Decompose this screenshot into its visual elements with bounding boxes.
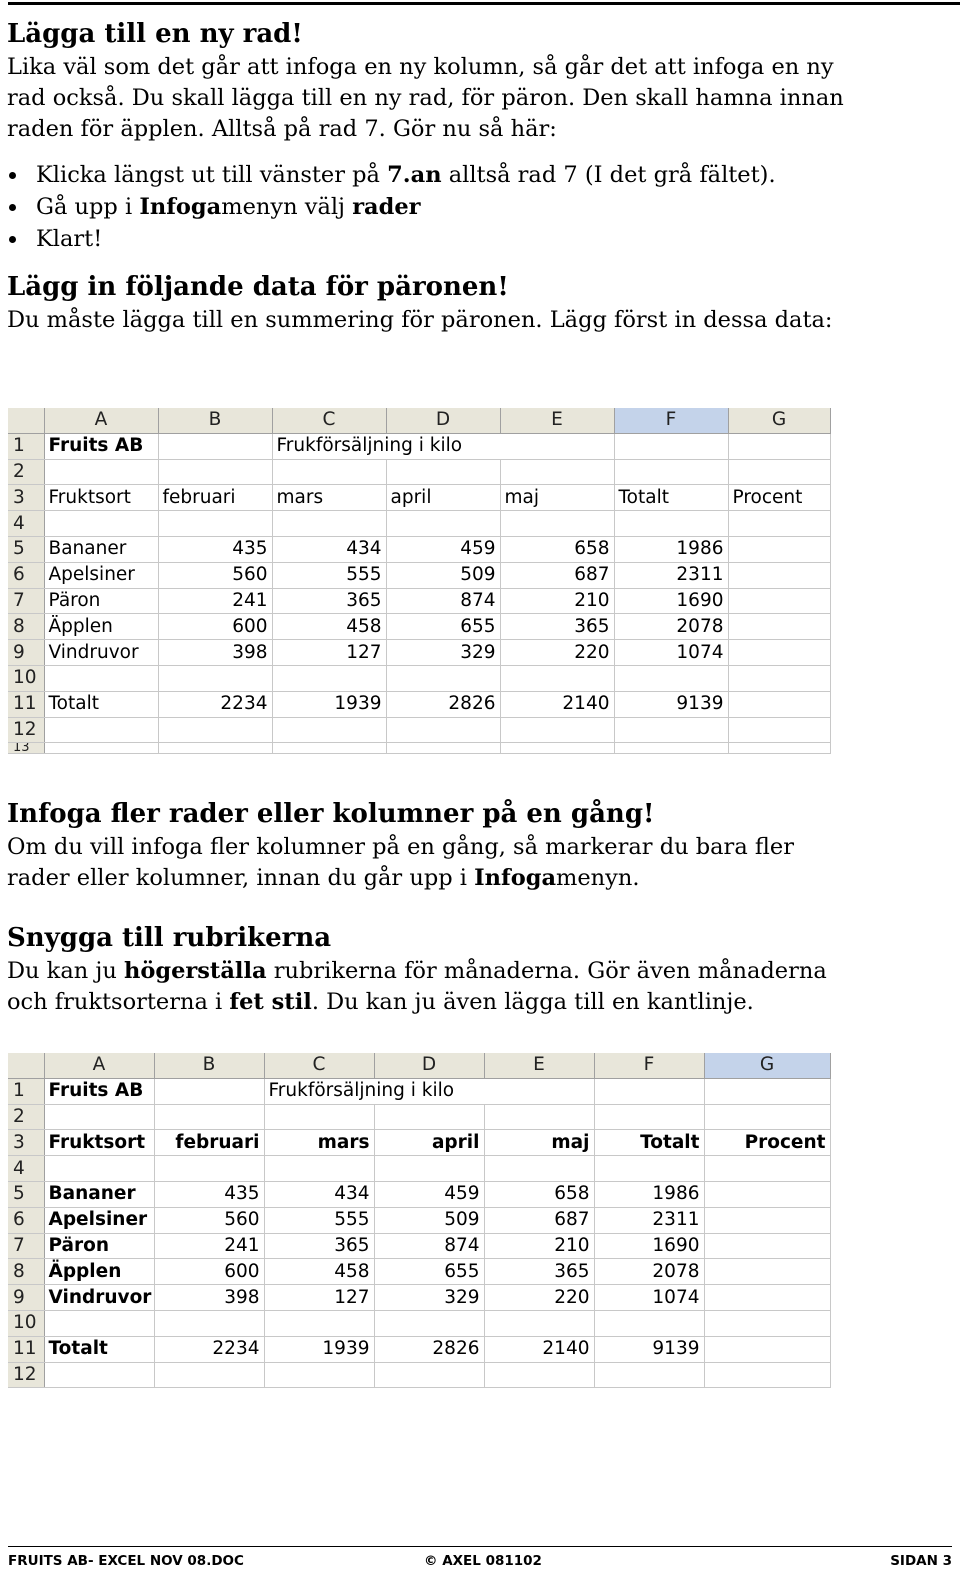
paragraph-line: raden för äpplen. Alltså på rad 7. Gör nu så här: — [7, 116, 557, 142]
cell-value[interactable]: 241 — [158, 588, 272, 614]
row-header-13[interactable]: 13 — [8, 743, 44, 754]
paragraph-line: rad också. Du skall lägga till en ny rad, för päron. Den skall hamna innan — [7, 85, 844, 111]
cell-value[interactable]: 2078 — [614, 614, 728, 640]
heading-add-row: Lägga till en ny rad! — [7, 19, 303, 49]
cell-fruit[interactable]: Äpplen — [44, 1259, 154, 1285]
cell-header[interactable]: Fruktsort — [44, 485, 158, 511]
row-header-2[interactable]: 2 — [8, 459, 44, 485]
cell-value[interactable]: 329 — [386, 640, 500, 666]
spreadsheet-plain — [8, 408, 831, 754]
row-header-12[interactable]: 12 — [8, 717, 44, 743]
cell-total[interactable]: 2234 — [154, 1336, 264, 1362]
cell-value[interactable]: 210 — [500, 588, 614, 614]
cell-fruit[interactable]: Bananer — [44, 1181, 154, 1207]
cell-value[interactable]: 2311 — [614, 562, 728, 588]
cell-value[interactable]: 2311 — [594, 1207, 704, 1233]
column-header-c[interactable]: C — [264, 1053, 374, 1078]
cell-total-label[interactable]: Totalt — [44, 1336, 154, 1362]
row-header-6[interactable]: 6 — [8, 1207, 44, 1233]
cell-subtitle[interactable]: Frukförsäljning i kilo — [272, 433, 614, 459]
row-header-7[interactable]: 7 — [8, 1233, 44, 1259]
cell-value[interactable]: 509 — [386, 562, 500, 588]
cell-header[interactable]: Fruktsort — [44, 1130, 154, 1156]
footer-copyright: © AXEL 081102 — [424, 1553, 542, 1569]
cell-total[interactable]: 1939 — [272, 691, 386, 717]
cell-header[interactable]: maj — [484, 1130, 594, 1156]
footer-filename: FRUITS AB- EXCEL NOV 08.DOC — [8, 1553, 244, 1569]
cell-value[interactable]: 874 — [386, 588, 500, 614]
cell-value[interactable]: 459 — [386, 536, 500, 562]
cell-header[interactable]: mars — [264, 1130, 374, 1156]
paragraph-line: och fruktsorterna i fet stil. Du kan ju även lägga till en kantlinje. — [7, 989, 754, 1015]
paragraph-line: rader eller kolumner, innan du går upp i Infogamenyn. — [7, 865, 640, 891]
spreadsheet-formatted — [8, 1053, 831, 1388]
row-header-8[interactable]: 8 — [8, 614, 44, 640]
cell-value[interactable]: 458 — [272, 614, 386, 640]
row-header-9[interactable]: 9 — [8, 1285, 44, 1311]
cell-value[interactable]: 398 — [154, 1285, 264, 1311]
cell-value[interactable]: 127 — [272, 640, 386, 666]
cell-value[interactable]: 1074 — [594, 1285, 704, 1311]
row-header-6[interactable]: 6 — [8, 562, 44, 588]
column-header-c[interactable]: C — [272, 408, 386, 433]
row-header-3[interactable]: 3 — [8, 485, 44, 511]
row-header-4[interactable]: 4 — [8, 511, 44, 537]
cell-value[interactable]: 560 — [158, 562, 272, 588]
cell-value[interactable]: 220 — [484, 1285, 594, 1311]
document-body-2 — [7, 796, 952, 1018]
instruction-item: Gå upp i Infogamenyn välj rader — [7, 191, 952, 223]
cell-value[interactable]: 241 — [154, 1233, 264, 1259]
cell-company[interactable]: Fruits AB — [44, 1078, 154, 1104]
cell-header[interactable]: februari — [154, 1130, 264, 1156]
column-header-d[interactable]: D — [374, 1053, 484, 1078]
sheet-corner[interactable] — [8, 408, 44, 433]
cell-value[interactable]: 655 — [386, 614, 500, 640]
cell-value[interactable]: 509 — [374, 1207, 484, 1233]
row-header-11[interactable]: 11 — [8, 1336, 44, 1362]
row-header-9[interactable]: 9 — [8, 640, 44, 666]
cell-value[interactable]: 210 — [484, 1233, 594, 1259]
cell-value[interactable]: 434 — [272, 536, 386, 562]
row-header-12[interactable]: 12 — [8, 1362, 44, 1388]
cell-value[interactable]: 220 — [500, 640, 614, 666]
cell-total[interactable]: 2140 — [484, 1336, 594, 1362]
cell-fruit[interactable]: Vindruvor — [44, 1285, 154, 1311]
instruction-item: Klicka längst ut till vänster på 7.an alltså rad 7 (I det grå fältet). — [7, 159, 952, 191]
row-header-10[interactable]: 10 — [8, 665, 44, 691]
row-header-1[interactable]: 1 — [8, 1078, 44, 1104]
cell-value[interactable]: 687 — [500, 562, 614, 588]
cell-total[interactable]: 2140 — [500, 691, 614, 717]
cell-value[interactable]: 555 — [272, 562, 386, 588]
cell-value[interactable]: 555 — [264, 1207, 374, 1233]
column-header-f[interactable]: F — [614, 408, 728, 433]
cell-header[interactable]: april — [374, 1130, 484, 1156]
cell-value[interactable]: 687 — [484, 1207, 594, 1233]
cell-value[interactable]: 434 — [264, 1181, 374, 1207]
row-header-8[interactable]: 8 — [8, 1259, 44, 1285]
cell-value[interactable]: 600 — [154, 1259, 264, 1285]
column-header-e[interactable]: E — [484, 1053, 594, 1078]
cell-value[interactable]: 1986 — [614, 536, 728, 562]
paragraph-line: Du kan ju högerställa rubrikerna för månaderna. Gör även månaderna — [7, 958, 827, 984]
row-header-2[interactable]: 2 — [8, 1104, 44, 1130]
column-header-b[interactable]: B — [154, 1053, 264, 1078]
page-footer — [8, 1546, 952, 1569]
paragraph-line: Om du vill infoga fler kolumner på en gång, så markerar du bara fler — [7, 834, 794, 860]
row-header-3[interactable]: 3 — [8, 1130, 44, 1156]
cell-fruit[interactable]: Bananer — [44, 536, 158, 562]
column-header-g[interactable]: G — [728, 408, 830, 433]
cell-value[interactable]: 435 — [158, 536, 272, 562]
cell-total[interactable]: 9139 — [614, 691, 728, 717]
cell-value[interactable]: 458 — [264, 1259, 374, 1285]
column-header-d[interactable]: D — [386, 408, 500, 433]
cell-value[interactable]: 365 — [500, 614, 614, 640]
cell-header[interactable]: Totalt — [614, 485, 728, 511]
cell-company[interactable]: Fruits AB — [44, 433, 158, 459]
column-header-f[interactable]: F — [594, 1053, 704, 1078]
top-rule — [8, 2, 960, 5]
footer-page-number: SIDAN 3 — [890, 1553, 952, 1569]
column-header-e[interactable]: E — [500, 408, 614, 433]
cell-fruit[interactable]: Äpplen — [44, 614, 158, 640]
cell-value[interactable]: 655 — [374, 1259, 484, 1285]
heading-insert-multiple: Infoga fler rader eller kolumner på en gång! — [7, 799, 655, 829]
cell-total[interactable]: 1939 — [264, 1336, 374, 1362]
cell-value[interactable]: 1690 — [614, 588, 728, 614]
cell-header[interactable]: april — [386, 485, 500, 511]
row-header-11[interactable]: 11 — [8, 691, 44, 717]
instruction-item: Klart! — [7, 223, 952, 255]
cell-total-label[interactable]: Totalt — [44, 691, 158, 717]
cell-total[interactable]: 2826 — [386, 691, 500, 717]
cell-subtitle[interactable]: Frukförsäljning i kilo — [264, 1078, 594, 1104]
column-header-a[interactable]: A — [44, 1053, 154, 1078]
cell-header[interactable]: Procent — [728, 485, 830, 511]
cell-value[interactable]: 365 — [264, 1233, 374, 1259]
cell-total[interactable]: 2234 — [158, 691, 272, 717]
cell-header[interactable]: maj — [500, 485, 614, 511]
cell-value[interactable]: 435 — [154, 1181, 264, 1207]
cell-header[interactable]: mars — [272, 485, 386, 511]
cell-fruit[interactable]: Apelsiner — [44, 562, 158, 588]
cell-value[interactable]: 365 — [272, 588, 386, 614]
cell-value[interactable]: 1690 — [594, 1233, 704, 1259]
cell-value[interactable]: 658 — [484, 1181, 594, 1207]
cell-value[interactable]: 365 — [484, 1259, 594, 1285]
cell-value[interactable]: 459 — [374, 1181, 484, 1207]
cell-value[interactable]: 560 — [154, 1207, 264, 1233]
sheet-corner[interactable] — [8, 1053, 44, 1078]
cell-value[interactable]: 2078 — [594, 1259, 704, 1285]
column-header-a[interactable]: A — [44, 408, 158, 433]
cell-value[interactable]: 600 — [158, 614, 272, 640]
cell-value[interactable]: 874 — [374, 1233, 484, 1259]
instruction-list — [7, 159, 952, 255]
paragraph-line: Du måste lägga till en summering för päronen. Lägg först in dessa data: — [7, 307, 833, 333]
cell-value[interactable]: 329 — [374, 1285, 484, 1311]
column-header-g[interactable]: G — [704, 1053, 830, 1078]
cell-fruit[interactable]: Apelsiner — [44, 1207, 154, 1233]
cell-header[interactable]: Procent — [704, 1130, 830, 1156]
cell-value[interactable]: 398 — [158, 640, 272, 666]
row-header-10[interactable]: 10 — [8, 1310, 44, 1336]
cell-value[interactable]: 658 — [500, 536, 614, 562]
cell-fruit[interactable]: Päron — [44, 1233, 154, 1259]
cell-header[interactable]: februari — [158, 485, 272, 511]
row-header-5[interactable]: 5 — [8, 536, 44, 562]
cell-fruit[interactable]: Vindruvor — [44, 640, 158, 666]
cell-total[interactable]: 9139 — [594, 1336, 704, 1362]
row-header-1[interactable]: 1 — [8, 433, 44, 459]
document-body — [7, 16, 952, 336]
cell-value[interactable]: 1074 — [614, 640, 728, 666]
cell-total[interactable]: 2826 — [374, 1336, 484, 1362]
heading-pear-data: Lägg in följande data för päronen! — [7, 272, 509, 302]
cell-value[interactable]: 127 — [264, 1285, 374, 1311]
row-header-5[interactable]: 5 — [8, 1181, 44, 1207]
column-header-b[interactable]: B — [158, 408, 272, 433]
paragraph-line: Lika väl som det går att infoga en ny kolumn, så går det att infoga en ny — [7, 54, 834, 80]
row-header-7[interactable]: 7 — [8, 588, 44, 614]
cell-fruit[interactable]: Päron — [44, 588, 158, 614]
row-header-4[interactable]: 4 — [8, 1156, 44, 1182]
heading-tidy-headers: Snygga till rubrikerna — [7, 923, 332, 953]
cell-header[interactable]: Totalt — [594, 1130, 704, 1156]
cell-value[interactable]: 1986 — [594, 1181, 704, 1207]
